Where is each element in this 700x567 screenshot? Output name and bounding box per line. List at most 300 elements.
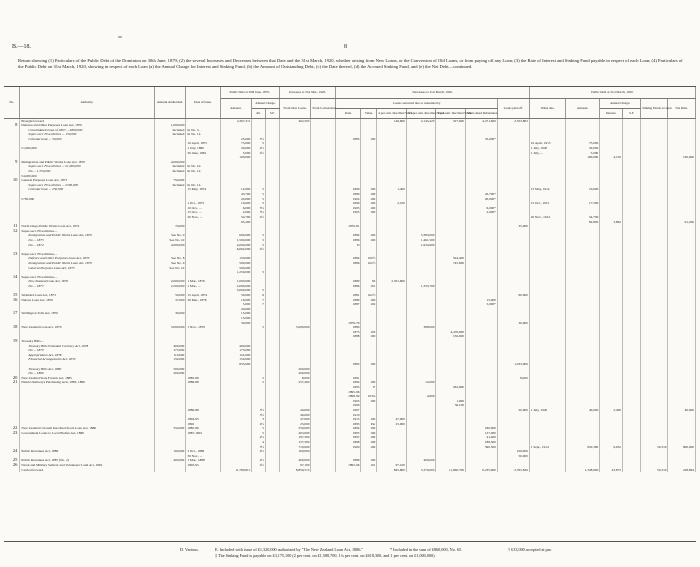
cell-amt-auth: 750,000 [154, 178, 186, 183]
cell-d-date [336, 468, 361, 473]
cell-amt: 20,000 [220, 197, 252, 202]
cell-no: 16 [4, 298, 20, 303]
cell-d-val: 100 [361, 440, 377, 445]
cell-d-date: 1904 [336, 197, 361, 202]
page-number: 8 [344, 44, 347, 50]
cell-authority: Super-sect. Five-thirties— [20, 275, 154, 280]
cell-c35: 2,145,425 [406, 118, 436, 123]
cell-new: 550,000 [279, 426, 311, 431]
cell-int: 4½ [252, 449, 266, 454]
cell-amt-auth: Included [154, 169, 186, 174]
col-group-pd-1879: Public Debt at 30th June, 1879. [220, 87, 279, 98]
col-amount-1920: Amount. [566, 98, 600, 118]
cell-sd: 15,000 [466, 298, 498, 303]
cell-due: 15 May, 1914 [529, 187, 565, 192]
cell-date: 20 Nov., ... [186, 215, 220, 220]
cell-d-date: 1888 [336, 334, 361, 339]
cell-amt: 11,789,811 [220, 468, 252, 473]
cell-int: 5 [252, 380, 266, 385]
cell-new: 100,000 [279, 449, 311, 454]
cell-amt: 500,000 [220, 261, 252, 266]
cell-c35: 1,934,000 [406, 243, 436, 248]
cell-int: 3 [252, 417, 266, 422]
cell-authority: £1,000,000 [20, 146, 154, 151]
cell-no: 12 [4, 229, 20, 234]
cell-amt: 150,000 [220, 357, 252, 362]
cell-authority: Westland Loan Act, 1873 [20, 293, 154, 298]
cell-sd: 390,500 [466, 445, 498, 450]
cell-no: 26 [4, 463, 20, 468]
cell-sf [265, 468, 279, 473]
cell-authority: Immigration and Public Works Loan Act, 1870 [20, 261, 154, 266]
cell-c35: 1,461,500 [406, 238, 436, 243]
cell-d-val: 100 [361, 192, 377, 197]
cell-c3: 504,400 [436, 256, 466, 261]
cell-amt-auth: Included [154, 164, 186, 169]
cell-d-date: 1899 [336, 201, 361, 206]
cell-int: 4½ [252, 146, 266, 151]
col-loans-paid-off: Loans paid off. [497, 98, 529, 118]
cell-amt: 50,000 [220, 293, 252, 298]
cell-d-val: 102½ [361, 261, 377, 266]
cell-d-val: 101 [361, 284, 377, 289]
cell-d-val: 100 [361, 137, 377, 142]
cell-int: 7 [252, 298, 266, 303]
cell-no: 25 [4, 458, 20, 463]
cell-amt-auth: See No. 10 [154, 238, 186, 243]
bottom-rule [4, 541, 696, 542]
cell-d-val: 102 [361, 302, 377, 307]
cell-authority: North Otago Public Works Loan Act, 1872 [20, 224, 154, 229]
cell-c4: 25,000 [377, 422, 407, 427]
cell-amt-auth: 200,000 [154, 371, 186, 376]
cell-s1920 [623, 468, 641, 473]
cell-sd: 6,235,900 [466, 468, 498, 473]
cell-amt: 5,000 [220, 302, 252, 307]
cell-authority: District Railways Purchasing Acts, 1885, 1886 [20, 380, 154, 385]
cell-amt: 3,000,000 [220, 288, 252, 293]
cell-paid: 2,353,863 [497, 118, 529, 123]
cell-amt: 2,367,311 [220, 118, 252, 123]
cell-new: 20,000 [279, 408, 311, 413]
cell-amt-auth: See No. 9 [154, 261, 186, 266]
cell-i1920: 4,150 [600, 155, 623, 160]
cell-amt-auth: See No. 8 [154, 256, 186, 261]
cell-d-date: 1889 [336, 458, 361, 463]
cell-authority: New Zealand Loan Act, 1879 [20, 325, 154, 330]
cell-d-val: 100 [361, 435, 377, 440]
cell-paid: 8,000 [497, 376, 529, 381]
cell-new: 200,000 [279, 367, 311, 372]
cell-no: 22 [4, 426, 20, 431]
cell-new: 25,000 [279, 422, 311, 427]
cell-c3: 11,660,700 [436, 468, 466, 473]
cell-due: 1 July, 1920 [529, 408, 565, 413]
cell-d-date: 1873 [336, 330, 361, 335]
cell-no: 17 [4, 311, 20, 316]
cell-int: 4½ [252, 435, 266, 440]
cell-int: 5 [252, 431, 266, 436]
cell-amt-auth: 4,000,000 [154, 160, 186, 165]
cell-d-date: 1880 [336, 325, 361, 330]
cell-d-date: 1879-79 [336, 321, 361, 326]
table-row [4, 468, 696, 473]
cell-paid: 60,000 [497, 293, 529, 298]
cell-d-date: 1899 [336, 187, 361, 192]
col-int-1879: Int. [252, 108, 266, 118]
cell-d-val: 100 [361, 380, 377, 385]
cell-date: In No. 12. [186, 183, 220, 188]
cell-date: 1 Mar., ... [186, 284, 220, 289]
cell-new: 402,505 [279, 118, 311, 123]
cell-int: 7 [252, 302, 266, 307]
cell-authority: £750,000 [20, 197, 154, 202]
cell-authority: Colonial issue ... 250,000 [20, 187, 154, 192]
cell-authority: Treasury Bills— [20, 339, 154, 344]
cell-date: 1885-86 [186, 426, 220, 431]
cell-date: In No. 5. [186, 128, 220, 133]
cell-authority: Do ... 1,550,000 [20, 169, 154, 174]
cell-int: 5 [252, 426, 266, 431]
cell-no: 21 [4, 380, 20, 385]
cell-amt-auth: Included [154, 132, 186, 137]
cell-int: 5 [252, 376, 266, 381]
cell-new: 8,000 [279, 376, 311, 381]
cell-amt: 600,000 [220, 233, 252, 238]
cell-amt: 6,000 [220, 206, 252, 211]
footnote-amp: † £33,000 accepted at par. [508, 547, 552, 552]
cell-d-val: 100 [361, 426, 377, 431]
cell-date: 1 Nov., 1879 [186, 325, 220, 330]
cell-amt1920: 40,000 [566, 408, 600, 413]
col-date-of-issue: Date of Issue. [186, 87, 220, 118]
col-no: No. [4, 87, 20, 118]
cell-authority: £4,000,000 [20, 174, 154, 179]
cell-i1920: 9,932 [600, 445, 623, 450]
cell-d-date: 1894 [336, 426, 361, 431]
cell-int: 5 [252, 238, 266, 243]
cell-c3: 136,000 [436, 334, 466, 339]
cell-date: 1886-88 [186, 380, 220, 385]
cell-amt-auth: 2,000,000 [154, 279, 186, 284]
cell-authority: Colonial issue ... 50,000 [20, 137, 154, 142]
cell-amt: 5,000 [220, 151, 252, 156]
cell-int: 6 [252, 293, 266, 298]
cell-paid: 100,000 [497, 449, 529, 454]
cell-c35: 400,000 [406, 458, 436, 463]
cell-net: 228,894 [668, 468, 696, 473]
cell-int: 5 [252, 197, 266, 202]
col-group-pd-1920: Public Debt at 31st March, 1920. [529, 87, 695, 98]
cell-sd: 137,000 [466, 431, 498, 436]
cell-no: 13 [4, 252, 20, 257]
cell-amt-auth: 1,000,000 [154, 123, 186, 128]
cell-d-val: 103 [361, 330, 377, 335]
cell-int: 4½ [252, 422, 266, 427]
cell-net: 900,000 [668, 445, 696, 450]
cell-no: 11 [4, 224, 20, 229]
cell-authority: Appropriation Act, 1878 [20, 353, 154, 358]
cell-sd: 5,000* [466, 302, 498, 307]
cell-date: 15 Oct., ... [186, 210, 220, 215]
cell-i1920: 2,400 [600, 408, 623, 413]
cell-amt-auth: 30,000 [154, 311, 186, 316]
col-net-debt: Net Debt. [668, 98, 696, 118]
col-authority: Authority. [20, 87, 154, 118]
cell-c4: 2,301,600 [377, 279, 407, 284]
cell-authority: Do ... 1874 [20, 243, 154, 248]
cell-int: 4½ [252, 463, 266, 468]
cell-authority: Wellington Tolls Act, 1870 [20, 311, 154, 316]
col-sinking-funds-accrued: Sinking Funds accrued. [641, 98, 668, 118]
cell-date: In No. 10. [186, 164, 220, 169]
cell-sd: 180,000 [466, 426, 498, 431]
cell-c3: 262,900 [436, 385, 466, 390]
cell-amt1920: 54,700 [566, 215, 600, 220]
cell-int: 5 [252, 270, 266, 275]
cell-date: In No. 12. [186, 169, 220, 174]
cell-amt-auth: Included [154, 128, 186, 133]
cell-c4: 845,800 [377, 468, 407, 473]
cell-amt1920: 950,300 [566, 445, 600, 450]
cell-date: 1 Oct., 1875 [186, 201, 220, 206]
cell-amt: 15,000 [220, 316, 252, 321]
cell-no: 20 [4, 376, 20, 381]
cell-date: 3 Oct., 1886 [186, 449, 220, 454]
cell-d-date: 1886 [336, 238, 361, 243]
cell-int: 4½ [252, 247, 266, 252]
cell-no: 10 [4, 178, 20, 183]
section-label: B.—18. [12, 44, 32, 50]
cell-authority: Defence and Other Purposes Loan Act, 1870 [20, 123, 154, 128]
col-group-decreases: Decreases to 31st March, 1920. [336, 87, 529, 98]
cell-authority: Financial Arrangements Act, 1879 [20, 357, 154, 362]
cell-amt: 20,000 [220, 146, 252, 151]
cell-d-date: D [336, 243, 361, 248]
cell-authority: Immigration and Public Works Loan Act, 1870 [20, 233, 154, 238]
cell-amt: 1,500,000 [220, 238, 252, 243]
cell-authority: Defence and Other Purposes Loan Act, 1870 [20, 256, 154, 261]
cell-authority: Super-sect. Five-thirties— [20, 229, 154, 234]
cell-sd: 188,300 [466, 440, 498, 445]
cell-new: 710,000 [279, 445, 311, 450]
cell-c4: 97,100 [377, 463, 407, 468]
cell-amt: 12,000 [220, 187, 252, 192]
cell-amt1920: 1,328,600 [566, 468, 600, 473]
cell-d-date: 1884 [336, 233, 361, 238]
col-ins-3pc: 3 per cent. Inscribed Stock. [436, 108, 466, 118]
cell-c3: 1,000 [436, 399, 466, 404]
cell-date: 15 May, 1874 [186, 187, 220, 192]
cell-d-date: 1906 [336, 403, 361, 408]
cell-date: 30 June, 1881 [186, 151, 220, 156]
cell-authority: Super-sect. Five-thirties ... 150,000 [20, 132, 154, 137]
cell-d-date: 1889 [336, 298, 361, 303]
cell-int: 4½ [252, 151, 266, 156]
cell-d-val: 100 [361, 445, 377, 450]
cell-paid: 30,000 [497, 321, 529, 326]
cell-d-date: 1895-96 [336, 463, 361, 468]
cell-amt-auth: 500,000 [154, 367, 186, 372]
cell-amt1920: 10,600 [566, 187, 600, 192]
cell-paid: 1,033,000 [497, 362, 529, 367]
footnote-sf: ‡ The Sinking Fund is payable on £3,175,100 (2 per cent. on £1,588,700, 1¼ per cent. on £618,300, and 1 per cent. on £1,000,000). [215, 553, 436, 558]
cell-int: 5½ [252, 137, 266, 142]
cell-authority: Consolidated Loan of 1867 ... £800,000 [20, 128, 154, 133]
cell-new: 40,000 [279, 413, 311, 418]
cell-amt1920: 17,500 [566, 201, 600, 206]
col-from-conversions: From Conversions. [311, 98, 336, 118]
cell-c4: 47,000 [377, 417, 407, 422]
cell-d-date: 1881 [336, 293, 361, 298]
cell-authority: Super-sect. Five-thirties— [20, 252, 154, 257]
cell-amt: 54,700 [220, 215, 252, 220]
cell-net: 91,200 [668, 220, 696, 225]
cell-d-date: 1905 [336, 206, 361, 211]
cell-date: 1885-86 [186, 376, 220, 381]
cell-int: 3½ [252, 408, 266, 413]
cell-d-date: 1900 [336, 445, 361, 450]
cell-authority: Super-sect. Five-thirties ... £1,900,000 [20, 164, 154, 169]
cell-net: 40,000 [668, 408, 696, 413]
cell-c4: 1,400 [377, 187, 407, 192]
cell-amt-auth: 400,000 [154, 458, 186, 463]
cell-amt-auth: 37,000 [154, 298, 186, 303]
cell-new: 47,000 [279, 417, 311, 422]
cell-authority: Nelson Loan Act, 1876 [20, 298, 154, 303]
cell-int: 5 [252, 201, 266, 206]
cell-amt-auth [154, 468, 186, 473]
cell-authority: New Zealand Colonial Inscribed Stock Loan Act, 1886 [20, 426, 154, 431]
cell-amt1920: 75,000 [566, 141, 600, 146]
cell-date: 1 Mar., 1888 [186, 458, 220, 463]
cell-amt: 43,700 [220, 192, 252, 197]
cell-amt-auth: 50,000 [154, 293, 186, 298]
cell-int: 5 [252, 192, 266, 197]
cell-d-date: 1898 [336, 440, 361, 445]
cell-c3: 745,600 [436, 261, 466, 266]
cell-amt-auth: 550,000 [154, 426, 186, 431]
cell-d-date: 1894 [336, 380, 361, 385]
cell-new: 157,300 [279, 440, 311, 445]
cell-int: 5½ [252, 210, 266, 215]
cell-d-date: 1897 [336, 435, 361, 440]
debt-table [4, 87, 696, 472]
cell-amt: 20,000 [220, 307, 252, 312]
cell-amt-auth: 70,000 [154, 224, 186, 229]
cell-authority: Treasury Bills Extended Currency Act, 1878 [20, 344, 154, 349]
cell-int: 3½ [252, 445, 266, 450]
cell-acc: 50,319 [641, 445, 668, 450]
intro-text: Return showing (1) Particulars of the Public Debt of the Dominion on 30th June, 1879; (2) the several Increases and Decreases between that Date and the 31st March, 1920, whether arising from New Loans, or the Conversion of Old Loans, or from paying off any Loan; (3) the Rate of Interest and Sinking Fund payable in respect of each Loan; (4) Particulars of the Public Debt on 31st March, 1920, showing in respect of each Loan (a) the Annual Charge for Interest and Sinking Fund, (b) the Amount of Outstanding Debt, (c) the Date thereof, (d) the Accrued Sinking Fund, and (e) the Net Debt—continued. [18, 58, 683, 70]
cell-amt: 6,062,000 [220, 247, 252, 252]
cell-d-val: 100 [361, 187, 377, 192]
cell-new: 400,000 [279, 458, 311, 463]
cell-d-val: 100 [361, 362, 377, 367]
cell-c35: 4,600 [406, 394, 436, 399]
cell-no: 19 [4, 339, 20, 344]
cell-d-date: 1886 [336, 261, 361, 266]
cell-amt-auth: Included [154, 183, 186, 188]
col-conv-value: Value. [361, 108, 377, 118]
col-from-new-loans: From New Loans. [279, 98, 311, 118]
cell-d-val: 100 [361, 210, 377, 215]
cell-authority: General Purposes Loan Act, 1873 [20, 178, 154, 183]
cell-paid: 20,000 [497, 408, 529, 413]
cell-no: 15 [4, 293, 20, 298]
cell-int: 5½ [252, 206, 266, 211]
cell-authority: Super-sect. Five-thirties ... £500,000 [20, 183, 154, 188]
cell-amt: 173,000 [220, 348, 252, 353]
cell-d-date: 1907 [336, 408, 361, 413]
cell-amt: 16,000 [220, 298, 252, 303]
cell-date: 15 April, 1874 [186, 293, 220, 298]
cell-c3: 527,000 [436, 118, 466, 123]
cell-d-val: 100½ [361, 256, 377, 261]
cell-authority: Public Revenues Act, 1886 [20, 449, 154, 454]
cell-authority: Do ... 1873 [20, 238, 154, 243]
cell-acc: 50,319 [641, 468, 668, 473]
col-loans-converted: Loans converted into or redeemed by [336, 98, 497, 108]
cell-int: 3½ [252, 413, 266, 418]
cell-new: 257,400 [279, 380, 311, 385]
cell-paid: 35,000 [497, 224, 529, 229]
cell-d-val: 100 [361, 399, 377, 404]
cell-d-date: 1895 [336, 385, 361, 390]
col-conv-date: Date. [336, 108, 361, 118]
cell-authority: Do ... 1879 [20, 348, 154, 353]
col-annual-charge-1879: Annual Charge. [252, 98, 279, 108]
cell-amt: 63,200 [220, 220, 252, 225]
col-sf-1879: S.F. [265, 108, 279, 118]
col-ins-4pc: 4 per cent. Inscribed Stock. [377, 108, 407, 118]
cell-c3: 4,476,000 [436, 330, 466, 335]
cell-d-val: 100 [361, 238, 377, 243]
cell-amt: 19,600 [220, 201, 252, 206]
cell-int: 5 [252, 233, 266, 238]
cell-d-val: 102½ [361, 293, 377, 298]
cell-amt: 110,000 [220, 353, 252, 358]
col-when-due: When due. [529, 98, 565, 118]
cell-amt-auth: 100,000 [154, 449, 186, 454]
cell-c4: 2,100 [377, 201, 407, 206]
cell-c3: 36,100 [436, 403, 466, 408]
cell-d-date: 1905 [336, 399, 361, 404]
cell-amt1920: 5,000 [566, 151, 600, 156]
cell-amt-auth: 110,000 [154, 353, 186, 358]
cell-amt: 150,000 [220, 256, 252, 261]
cell-authority: Naval and Military Settlers' and Volunteers' Land Act, 1892 [20, 463, 154, 468]
cell-amt: 833,000 [220, 362, 252, 367]
cell-d-val: Par [361, 422, 377, 427]
cell-d-date: 1885 [336, 137, 361, 142]
cell-i1920: 43,872 [600, 468, 623, 473]
cell-due: 1 July, 1920 [529, 146, 565, 151]
cell-authority: Do ... 1877 [20, 284, 154, 289]
cell-amt: 15,000 [220, 311, 252, 316]
cell-c4: 149,600 [377, 118, 407, 123]
cell-date: 1894-95 [186, 417, 220, 422]
cell-amt-auth: 4,000,000 [154, 243, 186, 248]
col-sf-1920: S.F. [623, 108, 641, 118]
cell-due: 10 April, 1915 [529, 141, 565, 146]
cell-no: 24 [4, 449, 20, 454]
cell-authority: New Zealand State Forests Act, 1885 [20, 376, 154, 381]
cell-amt1920: 82,800 [566, 220, 600, 225]
cell-date: 1886-88 [186, 408, 220, 413]
cell-i1920: 3,862 [600, 220, 623, 225]
cell-d-date: 1880 [336, 279, 361, 284]
